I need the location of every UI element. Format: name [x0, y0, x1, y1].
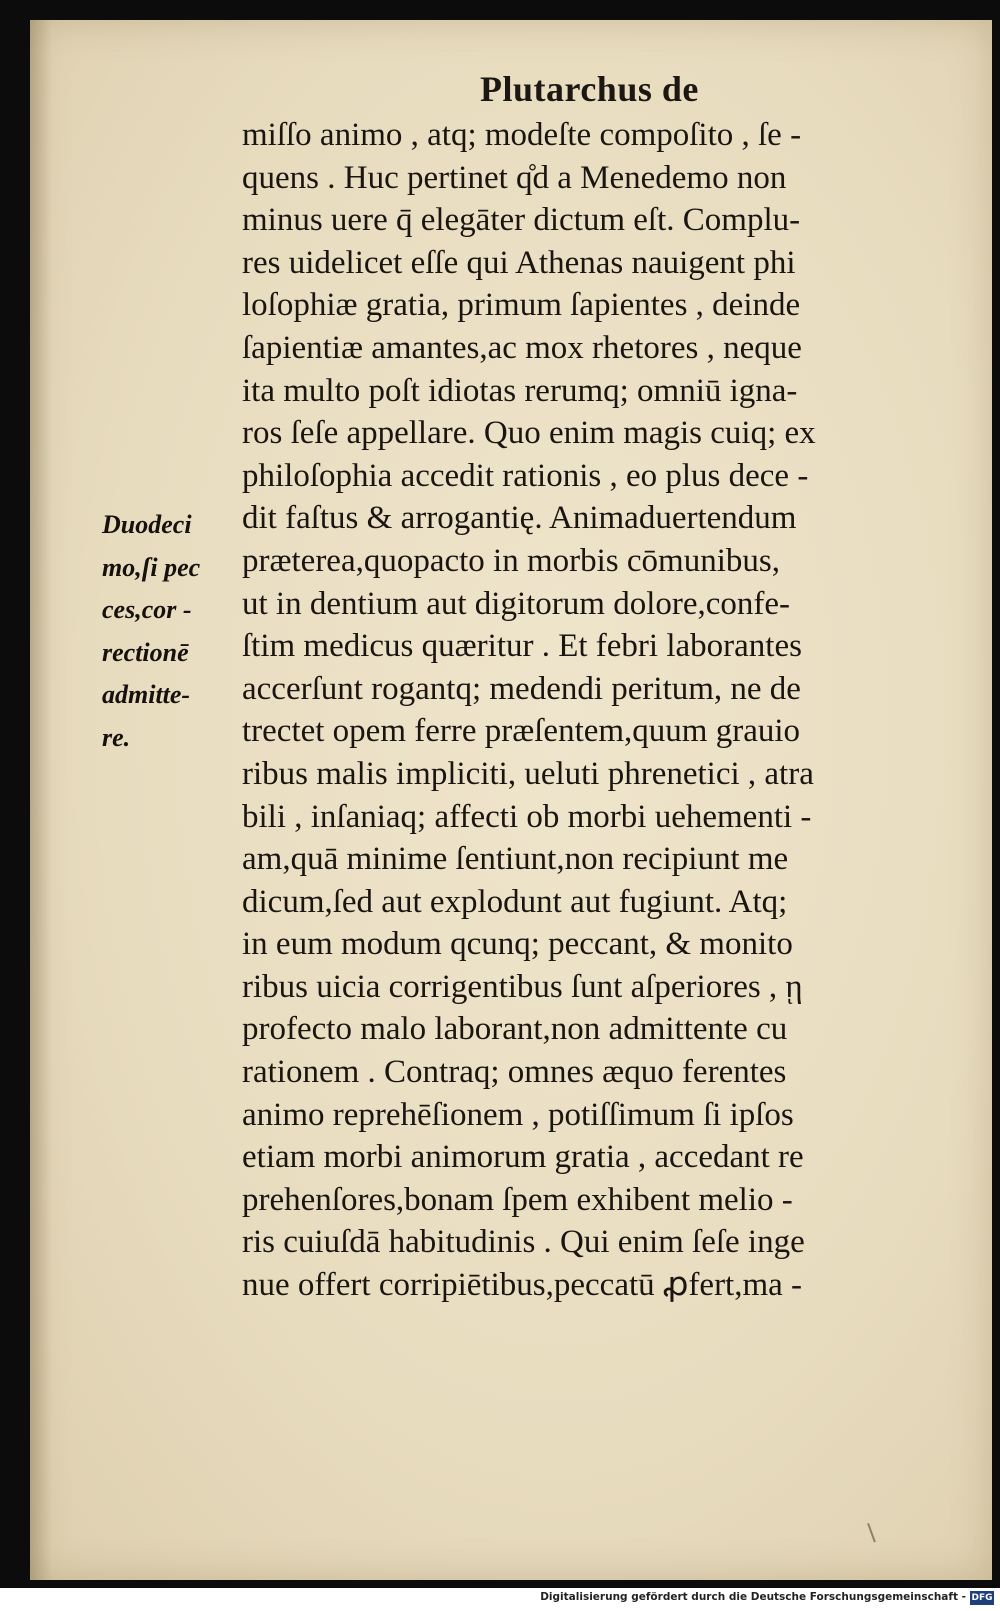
stray-ink-mark — [867, 1518, 891, 1543]
text-line: loſophiæ gratia, primum ſapientes , deinde — [242, 287, 801, 324]
text-line: præterea,quopacto in morbis cōmunibus, — [242, 542, 780, 579]
body-text — [242, 114, 962, 1307]
text-line: am,quā minime ſentiunt,non recipiunt me — [242, 841, 789, 878]
text-line: res uidelicet eſſe qui Athenas nauigent phi — [242, 244, 796, 281]
text-line: dit faſtus & arrogantię. Animaduertendum — [242, 500, 797, 537]
text-line: miſſo animo , atq; modeſte compoſito , ſe - — [242, 117, 802, 153]
text-line: ſtim medicus quæritur . Et febri laborantes — [242, 628, 802, 665]
text-line: dicum,ſed aut explodunt aut fugiunt. Atq; — [242, 883, 788, 920]
gutter-shadow — [30, 20, 52, 1580]
funding-credit: Digitalisierung gefördert durch die Deutsche Forschungsgemeinschaft - — [540, 1591, 966, 1603]
text-line: animo reprehēſionem , potiſſimum ſi ipſos — [242, 1096, 794, 1133]
marginal-note-line: rectionē — [102, 637, 189, 667]
running-head: Plutarchus de — [480, 69, 699, 109]
text-line: etiam morbi animorum gratia , accedant re — [242, 1139, 804, 1176]
marginal-note — [102, 504, 242, 760]
text-line: rationem . Contraq; omnes æquo ferentes — [242, 1054, 787, 1091]
digitization-footer — [0, 1588, 1000, 1611]
marginal-note-line: ces,cor - — [102, 595, 192, 625]
text-line: accerſunt rogantq; medendi peritum, ne de — [242, 670, 801, 707]
text-line: ita multo poſt idiotas rerumq; omniū igna- — [242, 372, 798, 409]
text-line: ſapientiæ amantes,ac mox rhetores , neque — [242, 329, 802, 366]
dfg-logo: DFG — [971, 1593, 993, 1603]
text-line: nue offert corripiētibus,peccatū ꝓfert,ma - — [242, 1267, 803, 1304]
text-line: bili , inſaniaq; affecti ob morbi uehementi - — [242, 798, 812, 835]
marginal-note-line: re. — [102, 722, 131, 752]
text-line: ribus malis impliciti, ueluti phrenetici , atra — [242, 755, 814, 792]
text-line: profecto malo laborant,non admittente cu — [242, 1011, 788, 1048]
text-line: ris cuiuſdā habitudinis . Qui enim ſeſe inge — [242, 1224, 805, 1261]
text-line: ros ſeſe appellare. Quo enim magis cuiq; ex — [242, 415, 816, 452]
book-page — [30, 20, 992, 1580]
text-line: philoſophia accedit rationis , eo plus dece - — [242, 457, 809, 494]
marginal-note-line: mo,ſi pec — [102, 552, 201, 582]
text-line: prehenſores,bonam ſpem exhibent melio - — [242, 1181, 793, 1218]
text-line: trectet opem ferre præſentem,quum grauio — [242, 713, 801, 750]
marginal-note-line: Duodeci — [102, 510, 192, 539]
text-line: ut in dentium aut digitorum dolore,confe- — [242, 585, 791, 622]
text-line: in eum modum qcunq; peccant, & monito — [242, 926, 793, 963]
text-line: quens . Huc pertinet q̊d a Menedemo non — [242, 159, 787, 196]
text-line: minus uere q̄ elegāter dictum eſt. Complu- — [242, 202, 801, 239]
marginal-note-line: admitte- — [102, 680, 191, 710]
text-line: ribus uicia corrigentibus ſunt aſperiores , ῃ — [242, 968, 803, 1005]
